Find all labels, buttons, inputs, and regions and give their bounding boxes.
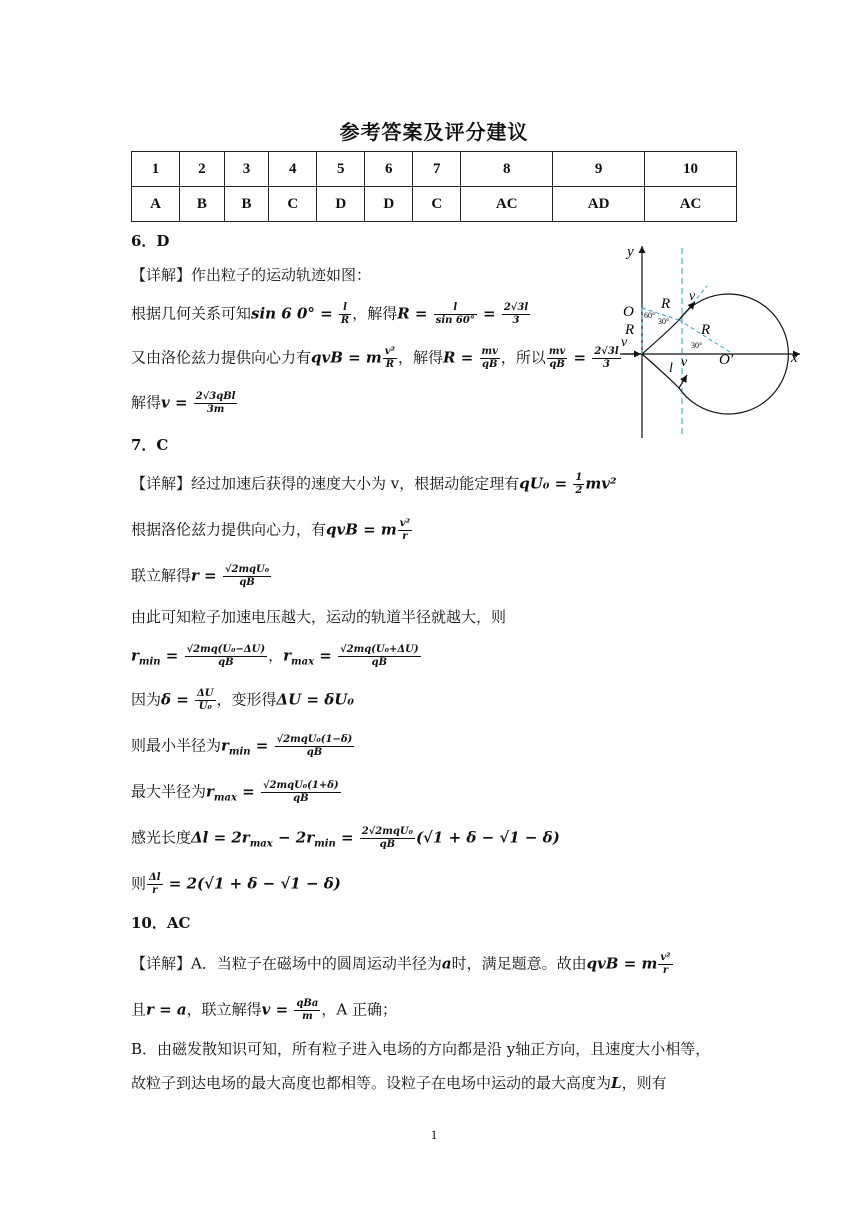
numerator: √2mqU₀(1+δ) (262, 780, 339, 791)
table-cell: 2 (180, 152, 225, 187)
math: − 2r (272, 828, 315, 847)
fraction (185, 644, 268, 669)
q7-line2 (131, 518, 413, 543)
numerator: v² (399, 518, 410, 529)
angle-label: 60° (644, 311, 656, 320)
text: ，解得 (352, 304, 398, 323)
math: = (335, 828, 359, 847)
fraction (383, 346, 397, 371)
math: (√1 + δ − √1 − δ) (415, 828, 560, 847)
numerator: √2mq(U₀−ΔU) (186, 644, 266, 655)
math: ΔU = δU₀ (276, 690, 354, 709)
text: 又由洛伦兹力提供向心力有 (131, 348, 312, 367)
math: qU₀ = (519, 474, 573, 493)
math: = (477, 304, 501, 323)
fraction (339, 302, 351, 327)
q7-line4: 由此可知粒子加速电压越大，运动的轨道半径就越大，则 (131, 608, 507, 626)
velocity-label: v (689, 289, 696, 304)
table-cell: D (365, 187, 413, 222)
math: mv² (585, 474, 617, 493)
q7-line6 (131, 688, 354, 713)
q6-line2 (131, 302, 531, 327)
numerator: √2mqU₀ (224, 564, 270, 575)
numerator: 1 (575, 472, 583, 483)
math: r (283, 646, 292, 665)
text: 【详解】经过加速后获得的速度大小为 v，根据动能定理有 (131, 474, 520, 493)
numerator: √2mqU₀(1−δ) (276, 734, 353, 745)
q7-line9 (131, 826, 560, 851)
radius-label: R (701, 322, 711, 338)
fraction (261, 780, 341, 805)
numerator: 2√3l (594, 346, 619, 357)
math: R = (397, 304, 433, 323)
fraction (195, 688, 215, 713)
fraction (147, 872, 163, 897)
math: r = a (146, 1000, 187, 1019)
table-cell: AC (645, 187, 737, 222)
point-label: O (623, 304, 634, 320)
fraction (223, 564, 271, 589)
denominator: 3m (206, 404, 225, 415)
math: v = (261, 1000, 294, 1019)
text: ，A 正确； (321, 1000, 397, 1019)
fraction (547, 346, 567, 371)
page-number: 1 (430, 1127, 438, 1142)
velocity-label: v (621, 335, 628, 350)
denominator: r (402, 531, 408, 542)
text: 则最小半径为 (131, 736, 222, 755)
denominator: qB (293, 793, 309, 804)
fraction (573, 472, 584, 497)
math: L (611, 1074, 622, 1092)
denominator: qB (379, 839, 396, 850)
q7-line1 (131, 472, 617, 497)
subscript: min (138, 656, 161, 668)
numerator: l (339, 302, 351, 315)
numerator: mv (548, 346, 566, 357)
table-cell: AC (461, 187, 553, 222)
table-cell: C (413, 187, 461, 222)
table-cell: A (132, 187, 180, 222)
text: 根据几何关系可知 (131, 304, 252, 323)
text: ，则有 (621, 1074, 667, 1092)
math: r (221, 736, 229, 755)
math: v = (161, 393, 193, 412)
table-cell: 5 (317, 152, 365, 187)
radius-label: R (661, 296, 671, 312)
numerator: qBa (296, 998, 319, 1009)
subscript: min (228, 746, 251, 758)
math: a (441, 954, 452, 973)
denominator: qB (218, 657, 234, 668)
x-axis-label: x (791, 350, 798, 366)
text: 时，满足题意。故由 (451, 954, 587, 973)
text: 故粒子到达电场的最大高度也都相等。设粒子在电场中运动的最大高度为 (131, 1074, 612, 1092)
y-axis-label: y (627, 244, 634, 260)
numerator: 2√3qBl (195, 391, 236, 402)
q6-heading: 6．D (131, 232, 170, 250)
q7-line3 (131, 564, 272, 589)
trajectory-diagram (615, 238, 805, 440)
math: = (160, 646, 184, 665)
length-label: l (669, 361, 673, 376)
q6-line1: 【详解】作出粒子的运动轨迹如图： (131, 266, 372, 284)
denominator: r (662, 965, 669, 976)
numerator: ΔU (197, 688, 214, 699)
answer-table-number-row (132, 152, 737, 187)
text: ，联立解得 (186, 1000, 262, 1019)
fraction (434, 302, 477, 327)
table-cell: 10 (645, 152, 737, 187)
q10-heading: 10．AC (131, 914, 191, 932)
numerator: v² (660, 952, 671, 963)
math: Δl = 2r (191, 828, 250, 847)
math: r = (191, 566, 222, 585)
fraction (194, 391, 238, 416)
numerator: mv (481, 346, 498, 357)
denominator: R (385, 359, 395, 370)
math: qvB = m (586, 954, 658, 973)
q10-line4 (131, 1072, 667, 1093)
q7-line5 (131, 644, 422, 669)
math: r (131, 646, 139, 665)
text: 最大半径为 (131, 782, 207, 801)
table-cell: 4 (269, 152, 317, 187)
math: = 2(√1 + δ − √1 − δ) (163, 874, 341, 893)
angle-label: 30° (658, 317, 670, 326)
table-cell: 8 (461, 152, 553, 187)
fraction (398, 518, 412, 543)
text: 则 (131, 874, 147, 893)
velocity-arrow (679, 302, 695, 320)
fraction (480, 346, 500, 371)
text: 根据洛伦兹力提供向心力，有 (131, 520, 327, 539)
text: 【详解】A．当粒子在磁场中的圆周运动半径为 (131, 954, 442, 973)
math: qvB = m (311, 348, 382, 367)
denominator: qB (239, 577, 255, 588)
angle-label: 30° (691, 341, 703, 350)
text: 感光长度 (131, 828, 192, 847)
denominator: 2 (575, 485, 583, 496)
numerator: l (434, 302, 477, 315)
subscript: min (314, 838, 336, 850)
subscript: max (249, 838, 273, 850)
denominator: U₀ (198, 701, 212, 712)
denominator: 3 (603, 359, 610, 370)
math: qvB = m (326, 520, 397, 539)
fraction (275, 734, 355, 759)
math: r (206, 782, 214, 801)
numerator: v² (384, 346, 395, 357)
numerator: √2mq(U₀+ΔU) (340, 644, 419, 655)
radius-label: R (625, 322, 635, 338)
q7-line8 (131, 780, 342, 805)
q10-line1 (131, 952, 674, 977)
q7-line10 (131, 872, 341, 897)
velocity-arrow (679, 375, 687, 388)
q7-heading: 7．C (131, 436, 169, 454)
table-cell: 7 (413, 152, 461, 187)
q6-line3 (131, 346, 622, 371)
text: ，所以 (500, 348, 546, 367)
answer-table (131, 151, 737, 222)
q6-line4 (131, 391, 238, 416)
velocity-label: v (681, 355, 688, 370)
table-cell: 3 (224, 152, 269, 187)
fraction (360, 826, 415, 851)
answer-table-answer-row (132, 187, 737, 222)
q7-line7 (131, 734, 355, 759)
math: = (236, 782, 260, 801)
fraction (502, 302, 530, 327)
math: = (314, 646, 338, 665)
math: R = (443, 348, 479, 367)
denominator: qB (549, 359, 565, 370)
math: sin 6 0° = (251, 304, 338, 323)
text: 解得 (131, 393, 162, 412)
numerator: Δl (149, 872, 161, 883)
q10-line2 (131, 998, 397, 1023)
text: 因为 (131, 690, 162, 709)
math: = (250, 736, 274, 755)
table-cell: B (180, 187, 225, 222)
numerator: 2√3l (503, 302, 529, 313)
math: = (568, 348, 592, 367)
table-cell: AD (553, 187, 645, 222)
fraction (658, 952, 672, 977)
table-cell: B (224, 187, 269, 222)
page-title: 参考答案及评分建议 (339, 120, 529, 144)
table-cell: D (317, 187, 365, 222)
table-cell: 6 (365, 152, 413, 187)
table-cell: 9 (553, 152, 645, 187)
denominator: R (340, 315, 350, 326)
q10-line3: B．由磁发散知识可知，所有粒子进入电场的方向都是沿 y轴正方向，且速度大小相等， (131, 1040, 711, 1058)
math: δ = (161, 690, 195, 709)
numerator: 2√2mqU₀ (361, 826, 413, 837)
text: ，变形得 (216, 690, 277, 709)
text: 且 (131, 1000, 147, 1019)
denominator: qB (306, 747, 323, 758)
subscript: max (291, 656, 315, 668)
text: 联立解得 (131, 566, 192, 585)
denominator: r (152, 885, 158, 896)
denominator: sin 60° (435, 315, 475, 326)
fraction (294, 998, 320, 1023)
table-cell: C (269, 187, 317, 222)
text: ，解得 (398, 348, 444, 367)
point-label: O′ (719, 352, 734, 368)
denominator: m (302, 1011, 313, 1022)
subscript: max (213, 792, 237, 804)
denominator: qB (371, 657, 388, 668)
fraction (338, 644, 421, 669)
text: ， (268, 646, 284, 665)
denominator: 3 (512, 315, 520, 326)
denominator: qB (481, 359, 498, 370)
table-cell: 1 (132, 152, 180, 187)
